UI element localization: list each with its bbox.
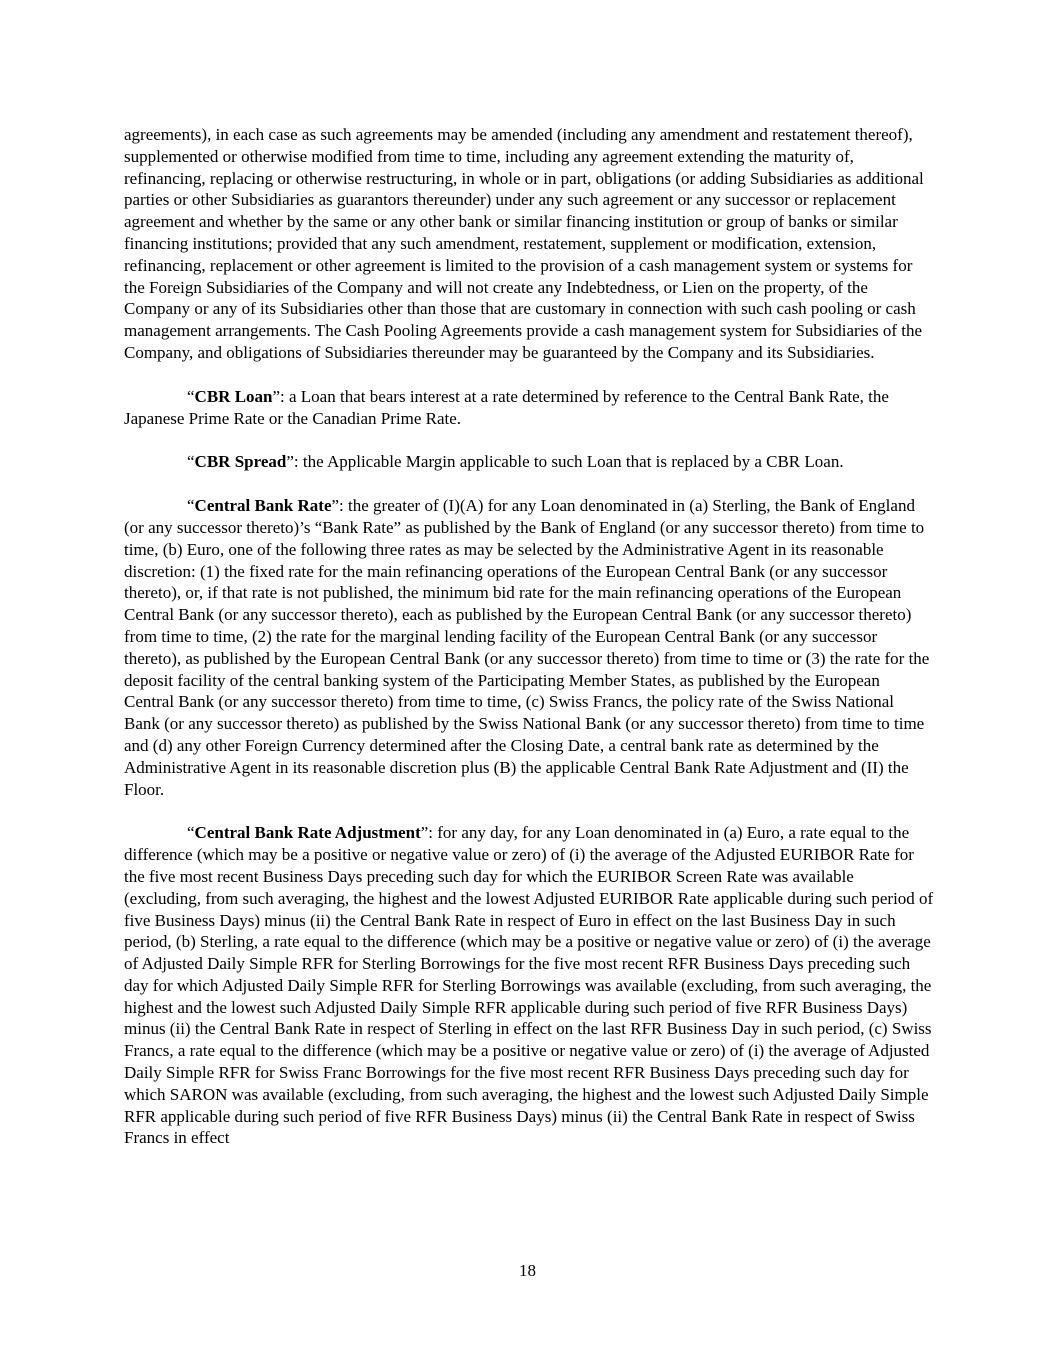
page-number: 18 bbox=[519, 1261, 536, 1280]
definition-central-bank-rate-adjustment bbox=[124, 822, 934, 1149]
definition-text: : a Loan that bears interest at a rate determined by reference to the Central Bank Rate, the Japanese Prime Rate or the Canadian Prime Rate. bbox=[124, 386, 889, 428]
definition-text: : the greater of (I)(A) for any Loan denominated in (a) Sterling, the Bank of England (or any successor thereto)’s “Bank Rate” as published by the Bank of England (or any successor thereto) from time to time, (b) Euro, one of the following three rates as may be selected by the Administrative Agent in its reasonable discretion: (1) the fixed rate for the main refinancing operations of the European Central Bank (or any successor thereto), or, if that rate is not published, the minimum bid rate for the main refinancing operations of the European Central Bank (or any successor thereto), each as published by the European Central Bank (or any successor thereto) from time to time, (2) the rate for the marginal lending facility of the European Central Bank (or any successor thereto), as published by the European Central Bank (or any successor thereto) from time to time or (3) the rate for the deposit facility of the central banking system of the Participating Member States, as published by the European Central Bank (or any successor thereto) from time to time, (c) Swiss Francs, the policy rate of the Swiss National Bank (or any successor thereto) as published by the Swiss National Bank (or any successor thereto) from time to time and (d) any other Foreign Currency determined after the Closing Date, a central bank rate as determined by the Administrative Agent in its reasonable discretion plus (B) the applicable Central Bank Rate Adjustment and (II) the Floor. bbox=[124, 496, 930, 799]
close-quote: ” bbox=[331, 496, 340, 516]
defined-term: CBR Loan bbox=[194, 386, 273, 406]
close-quote: ” bbox=[272, 386, 281, 406]
open-quote: “ bbox=[187, 386, 195, 406]
document-page bbox=[124, 124, 934, 1171]
definition-cbr-spread bbox=[124, 451, 934, 473]
defined-term: Central Bank Rate bbox=[194, 496, 332, 516]
open-quote: “ bbox=[187, 496, 195, 516]
definition-text: : the Applicable Margin applicable to such Loan that is replaced by a CBR Loan. bbox=[293, 452, 844, 472]
definition-text: : for any day, for any Loan denominated in (a) Euro, a rate equal to the difference (which may be a positive or negative value or zero) of (i) the average of the Adjusted EURIBOR Rate for the five most recent Business Days preceding such day for which the EURIBOR Screen Rate was available (excluding, from such averaging, the highest and the lowest Adjusted EURIBOR Rate applicable during such period of five Business Days) minus (ii) the Central Bank Rate in respect of Euro in effect on the last Business Day in such period, (b) Sterling, a rate equal to the difference (which may be a positive or negative value or zero) of (i) the average of Adjusted Daily Simple RFR for Sterling Borrowings for the five most recent RFR Business Days preceding such day for which Adjusted Daily Simple RFR for Sterling Borrowings was available (excluding, from such averaging, the highest and the lowest such Adjusted Daily Simple RFR applicable during such period of five RFR Business Days) minus (ii) the Central Bank Rate in respect of Sterling in effect on the last RFR Business Day in such period, (c) Swiss Francs, a rate equal to the difference (which may be a positive or negative value or zero) of (i) the average of Adjusted Daily Simple RFR for Swiss Franc Borrowings for the five most recent RFR Business Days preceding such day for which SARON was available (excluding, from such averaging, the highest and the lowest such Adjusted Daily Simple RFR applicable during such period of five RFR Business Days) minus (ii) the Central Bank Rate in respect of Swiss Francs in effect bbox=[124, 823, 934, 1148]
defined-term: CBR Spread bbox=[194, 452, 287, 472]
definition-central-bank-rate bbox=[124, 495, 934, 800]
defined-term: Central Bank Rate Adjustment bbox=[194, 823, 421, 843]
open-quote: “ bbox=[187, 452, 195, 472]
continuation-paragraph: agreements), in each case as such agreements may be amended (including any amendment and restatement thereof), supplemented or otherwise modified from time to time, including any agreement extending the maturity of, refinancing, replacing or otherwise restructuring, in whole or in part, obligations (or adding Subsidiaries as additional parties or other Subsidiaries as guarantors thereunder) under any such agreement or any successor or replacement agreement and whether by the same or any other bank or similar financing institution or group of banks or similar financing institutions; provided that any such amendment, restatement, supplement or modification, extension, refinancing, replacement or other agreement is limited to the provision of a cash management system or systems for the Foreign Subsidiaries of the Company and will not create any Indebtedness, or Lien on the property, of the Company or any of its Subsidiaries other than those that are customary in connection with such cash pooling or cash management arrangements. The Cash Pooling Agreements provide a cash management system for Subsidiaries of the Company, and obligations of Subsidiaries thereunder may be guaranteed by the Company and its Subsidiaries. bbox=[124, 125, 924, 362]
close-quote: ” bbox=[420, 823, 429, 843]
definition-cbr-loan bbox=[124, 386, 934, 430]
close-quote: ” bbox=[286, 452, 294, 472]
open-quote: “ bbox=[187, 823, 195, 843]
